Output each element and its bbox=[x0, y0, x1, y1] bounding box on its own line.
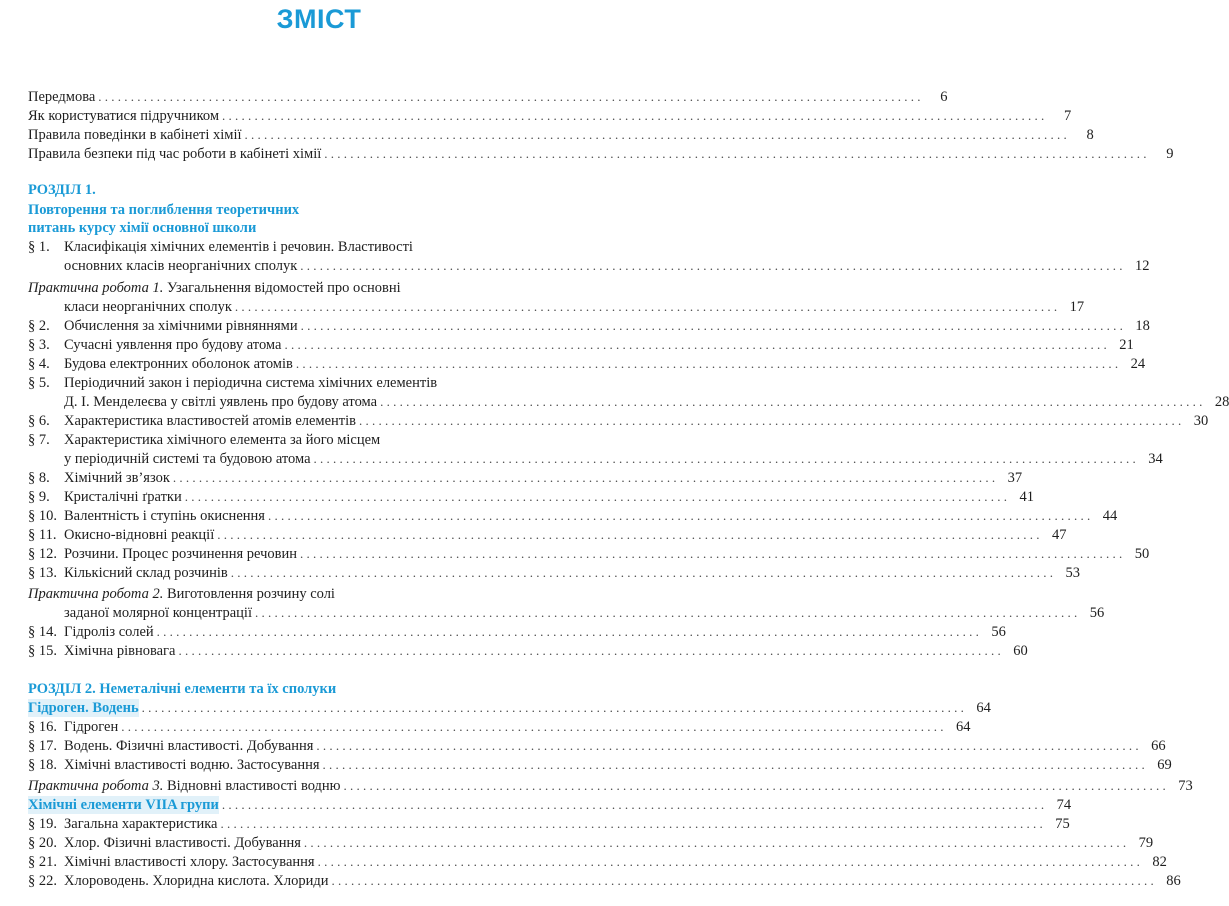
section-subheading: питань курсу хімії основної школи bbox=[28, 220, 257, 236]
toc-entry[interactable]: § 11. Окисно-відновні реакції . . . 47 bbox=[28, 526, 600, 544]
page-number: 21 bbox=[1119, 337, 1134, 353]
toc-entry[interactable]: Правила безпеки під час роботи в кабінеті хімії . . . 9 bbox=[28, 145, 600, 163]
toc-entry[interactable]: § 6. Характеристика властивостей атомів елементів . . . 30 bbox=[28, 412, 600, 430]
page-number: 53 bbox=[1065, 565, 1080, 581]
toc-entry-practical[interactable]: Практична робота 3. Відновні властивості водню . . . 73 bbox=[28, 777, 600, 795]
page-number: 60 bbox=[1013, 643, 1028, 659]
toc-entry[interactable]: Як користуватися підручником . . . 7 bbox=[28, 107, 600, 125]
page-number: 7 bbox=[1064, 108, 1072, 124]
toc-entry-continuation[interactable]: заданої молярної концентрації . . . 56 bbox=[28, 604, 600, 622]
toc-entry[interactable]: § 14. Гідроліз солей . . . 56 bbox=[28, 623, 600, 641]
page-number: 50 bbox=[1134, 546, 1150, 562]
toc-entry[interactable]: § 16. Гідроген . . . 64 bbox=[28, 718, 600, 736]
toc-entry-practical[interactable]: Практична робота 2. Виготовлення розчину солі bbox=[28, 586, 335, 602]
toc-entry[interactable]: § 4. Будова електронних оболонок атомів . . . 24 bbox=[28, 355, 600, 373]
toc-entry[interactable]: § 10. Валентність і ступінь окиснення . . . 44 bbox=[28, 507, 600, 525]
toc-entry[interactable]: § 13. Кількісний склад розчинів . . . 53 bbox=[28, 564, 600, 582]
toc-entry[interactable]: § 15. Хімічна рівновага . . . 60 bbox=[28, 642, 600, 660]
page-number: 66 bbox=[1151, 738, 1166, 754]
page-number: 41 bbox=[1019, 489, 1034, 505]
page-number: 74 bbox=[1056, 797, 1072, 813]
toc-entry-continuation[interactable]: у періодичній системі та будовою атома . . . 34 bbox=[28, 450, 600, 468]
page-number: 9 bbox=[1166, 146, 1174, 162]
page-number: 69 bbox=[1157, 757, 1172, 773]
page-number: 12 bbox=[1135, 258, 1150, 274]
page-number: 75 bbox=[1055, 816, 1070, 832]
page-number: 17 bbox=[1069, 299, 1085, 315]
toc-entry[interactable]: § 9. Кристалічні ґратки . . . 41 bbox=[28, 488, 600, 506]
toc-entry[interactable]: § 2. Обчислення за хімічними рівняннями . . . 18 bbox=[28, 317, 600, 335]
toc-group-entry[interactable]: Хімічні елементи VIIA групи . . . 74 bbox=[28, 796, 600, 814]
toc-entry[interactable]: § 17. Водень. Фізичні властивості. Добування . . . 66 bbox=[28, 737, 600, 755]
toc-entry[interactable]: § 22. Хлороводень. Хлоридна кислота. Хлориди . . . 86 bbox=[28, 872, 600, 890]
page-number: 86 bbox=[1166, 873, 1181, 889]
toc-entry[interactable]: § 20. Хлор. Фізичні властивості. Добування . . . 79 bbox=[28, 834, 600, 852]
section-subheading: Повторення та поглиблення теоретичних bbox=[28, 202, 300, 218]
page-number: 56 bbox=[1089, 605, 1105, 621]
toc-entry[interactable]: § 5. Періодичний закон і періодична система хімічних елементів bbox=[28, 375, 438, 391]
toc-entry-continuation[interactable]: основних класів неорганічних сполук . . . 12 bbox=[28, 257, 600, 275]
page-number: 79 bbox=[1138, 835, 1154, 851]
toc-entry[interactable]: Правила поведінки в кабінеті хімії . . . 8 bbox=[28, 126, 600, 144]
page-number: 30 bbox=[1193, 413, 1209, 429]
toc-entry[interactable]: § 3. Сучасні уявлення про будову атома . . . 21 bbox=[28, 336, 600, 354]
toc-entry[interactable]: § 8. Хімічний зв’язок . . . 37 bbox=[28, 469, 600, 487]
page-number: 24 bbox=[1130, 356, 1146, 372]
page-number: 44 bbox=[1102, 508, 1118, 524]
page-number: 56 bbox=[991, 624, 1006, 640]
page-number: 18 bbox=[1135, 318, 1150, 334]
page-number: 28 bbox=[1214, 394, 1229, 410]
toc-entry[interactable]: § 7. Характеристика хімічного елемента за його місцем bbox=[28, 432, 381, 448]
section-heading: РОЗДІЛ 2. Неметалічні елементи та їх сполуки bbox=[28, 681, 337, 697]
toc-entry-continuation[interactable]: класи неорганічних сполук . . . 17 bbox=[28, 298, 600, 316]
page-number: 64 bbox=[976, 700, 991, 716]
toc-entry[interactable]: § 21. Хімічні властивості хлору. Застосування . . . 82 bbox=[28, 853, 600, 871]
page-number: 34 bbox=[1148, 451, 1163, 467]
page-number: 8 bbox=[1086, 127, 1094, 143]
page-number: 47 bbox=[1051, 527, 1067, 543]
page-number: 64 bbox=[956, 719, 971, 735]
page-number: 82 bbox=[1152, 854, 1167, 870]
page-number: 6 bbox=[940, 89, 948, 105]
section-heading: РОЗДІЛ 1. bbox=[28, 182, 96, 198]
toc-entry[interactable]: § 19. Загальна характеристика . . . 75 bbox=[28, 815, 600, 833]
toc-entry[interactable]: § 1. Класифікація хімічних елементів і речовин. Властивості bbox=[28, 239, 413, 255]
toc-entry[interactable]: § 18. Хімічні властивості водню. Застосування . . . 69 bbox=[28, 756, 600, 774]
toc-entry-practical[interactable]: Практична робота 1. Узагальнення відомостей про основні bbox=[28, 280, 401, 296]
page-title: ЗМІСТ bbox=[276, 4, 362, 34]
toc-entry-continuation[interactable]: Д. І. Менделеєва у світлі уявлень про будову атома . . . 28 bbox=[28, 393, 600, 411]
page-number: 37 bbox=[1007, 470, 1023, 486]
toc-entry[interactable]: § 12. Розчини. Процес розчинення речовин . . . 50 bbox=[28, 545, 600, 563]
toc-group-entry[interactable]: Гідроген. Водень . . . 64 bbox=[28, 699, 600, 717]
toc-entry[interactable]: Передмова . . . 6 bbox=[28, 88, 600, 106]
page-number: 73 bbox=[1178, 778, 1193, 794]
